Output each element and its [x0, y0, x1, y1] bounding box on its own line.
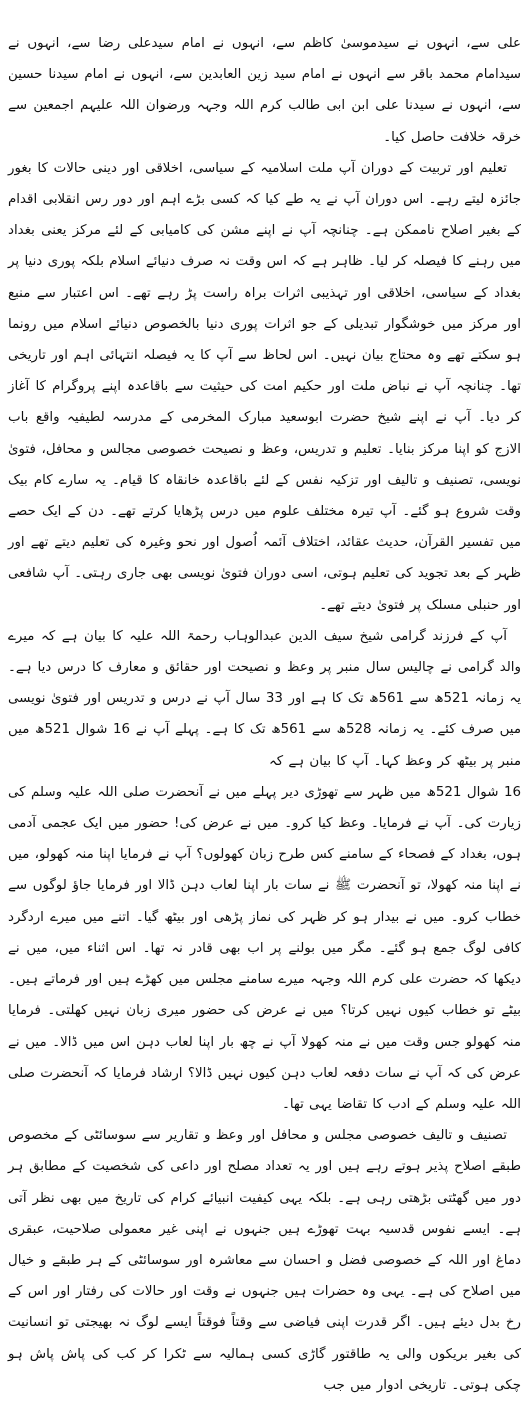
paragraph-baghdad-mission: تعلیم اور تربیت کے دوران آپ ملت اسلامیہ کے سیاسی، اخلاقی اور دینی حالات کا بغور جائزہ لیتے رہے۔ اس دوران آپ نے یہ طے کیا کہ کسی بڑے اہم اور دور رس انقلابی اقدام کے بغیر اصلاح ناممکن ہے۔ چنانچہ آپ نے اپنے مشن کی کامیابی کے لئے مرکز یعنی بغداد میں رہنے کا فیصلہ کر لیا۔ ظاہر ہے کہ اس وقت نہ صرف دنیائے اسلام بلکہ پوری دنیا پر بغداد کے سیاسی، اخلاقی اور تہذیبی اثرات براہ راست پڑ رہے تھے۔ اس اعتبار سے منبع اور مرکز میں خوشگوار تبدیلی کے جو اثرات پوری دنیا بالخصوص دنیائے اسلام میں رونما ہو سکتے تھے وہ محتاج بیان نہیں۔ اس لحاظ سے آپ کا یہ فیصلہ انتہائی اہم اور تاریخی تھا۔ چنانچہ آپ نے نباض ملت اور حکیم امت کی حیثیت سے باقاعدہ اپنے پروگرام کا آغاز کر دیا۔ آپ نے اپنے شیخ حضرت ابوسعید مبارک المخرمی کے مدرسہ لطیفیہ واقع باب الازج کو اپنا مرکز بنایا۔ تعلیم و تدریس، وعظ و نصیحت خصوصی مجالس و محافل، فتویٰ نویسی، تصنیف و تالیف اور تزکیہ نفس کے لئے باقاعدہ خانقاہ کا قیام۔ یہ سارے کام بیک وقت شروع ہو گئے۔ آپ تیرہ مختلف علوم میں درس پڑھایا کرتے تھے۔ دن کے ایک حصے میں تفسیر القرآن، حدیث عقائد، اختلاف آئمہ اُصول اور نحو وغیرہ کی تعلیم دیتے تھے اور ظہر کے بعد تجوید کی تعلیم ہوتی، اسی دوران فتویٰ نویسی بھی جاری رہتی۔ آپ شافعی اور حنبلی مسلک پر فتویٰ دیتے تھے۔ [8, 160, 521, 613]
paragraph-lineage: علی سے، انہوں نے سیدموسیٰ کاظم سے، انہوں نے امام سیدعلی رضا سے، انہوں نے سیدامام محمد باقر سے انہوں نے امام سید زین العابدین سے، انہوں نے امام سیدنا حسین سے، انہوں نے سیدنا علی ابن ابی طالب کرم اللہ وجہہ ورضوان اللہ علیہم اجمعین سے خرقہ خلافت حاصل کیا۔ [8, 36, 521, 145]
paragraph-son-narration: آپ کے فرزند گرامی شیخ سیف الدین عبدالوہاب رحمۃ اللہ علیہ کا بیان ہے کہ میرے والد گرامی نے چالیس سال منبر پر وعظ و نصیحت اور حقائق و معارف کا درس دیا ہے۔ یہ زمانہ 521ھ سے 561ھ تک کا ہے اور 33 سال آپ نے درس و تدریس اور فتویٰ نویسی میں صرف کئے۔ یہ زمانہ 528ھ سے 561ھ تک کا ہے۔ پہلے آپ نے 16 شوال 521ھ میں منبر پر بیٹھ کر وعظ کہا۔ آپ کا بیان ہے کہ [8, 628, 522, 769]
paragraph-first-sermon: 16 شوال 521ھ میں ظہر سے تھوڑی دیر پہلے میں نے آنحضرت صلی اللہ علیہ وسلم کی زیارت کی۔ آپ نے فرمایا۔ وعظ کیا کرو۔ میں نے عرض کی! حضور میں ایک عجمی آدمی ہوں، بغداد کے فصحاء کے سامنے کس طرح زبان کھولوں؟ آپ نے فرمایا اپنا منہ کھولو، میں نے اپنا منہ کھولا، تو آنحضرت ﷺ نے سات بار اپنا لعاب دہن ڈالا اور فرمایا جاؤ لوگوں سے خطاب کرو۔ میں نے بیدار ہو کر ظہر کی نماز پڑھی اور بیٹھ گیا۔ اتنے میں میرے اردگرد کافی لوگ جمع ہو گئے۔ مگر میں بولنے پر اب بھی قادر نہ تھا۔ اس اثناء میں، میں نے دیکھا کہ حضرت علی کرم اللہ وجہہ میرے سامنے مجلس میں کھڑے ہیں اور فرماتے ہیں۔ بیٹے تو خطاب کیوں نہیں کرتا؟ میں نے عرض کی حضور میری زبان نہیں کھلتی۔ فرمایا منہ کھولو جس وقت میں نے منہ کھولا آپ نے چھ بار اپنا لعاب دہن اس میں ڈالا۔ میں نے عرض کی کہ آپ نے سات دفعہ لعاب دہن کیوں نہیں ڈالا؟ ارشاد فرمایا کہ آنحضرت صلی اللہ علیہ وسلم کے ادب کا تقاضا یہی تھا۔ [8, 784, 521, 1112]
paragraph-reformers: تصنیف و تالیف خصوصی مجلس و محافل اور وعظ و تقاریر سے سوسائٹی کے مخصوص طبقے اصلاح پذیر ہوتے رہے ہیں اور یہ تعداد مصلح اور داعی کی شخصیت کے مطابق ہر دور میں گھٹتی بڑھتی رہی ہے۔ بلکہ یہی کیفیت انبیائے کرام کی تاریخ میں بھی نظر آتی ہے۔ ایسے نفوس قدسیہ بہت تھوڑے ہیں جنہوں نے اپنی غیر معمولی صلاحیت، عبقری دماغ اور اللہ کے خصوصی فضل و احسان سے معاشرہ اور سوسائٹی کے ہر طبقے و خیال میں اصلاح کی ہے۔ یہی وہ حضرات ہیں جنہوں نے وقت اور حالات کی رفتار اور اس کے رخ بدل دیئے ہیں۔ اگر قدرت اپنی فیاضی سے وقتاً فوقتاً ایسے لوگ نہ بھیجتی تو انسانیت کی بغیر بریکوں والی یہ طاقتور گاڑی کسی ہمالیہ سے ٹکرا کر کب کی پاش پاش ہو چکی ہوتی۔ تاریخی ادوار میں جب [8, 1128, 521, 1393]
